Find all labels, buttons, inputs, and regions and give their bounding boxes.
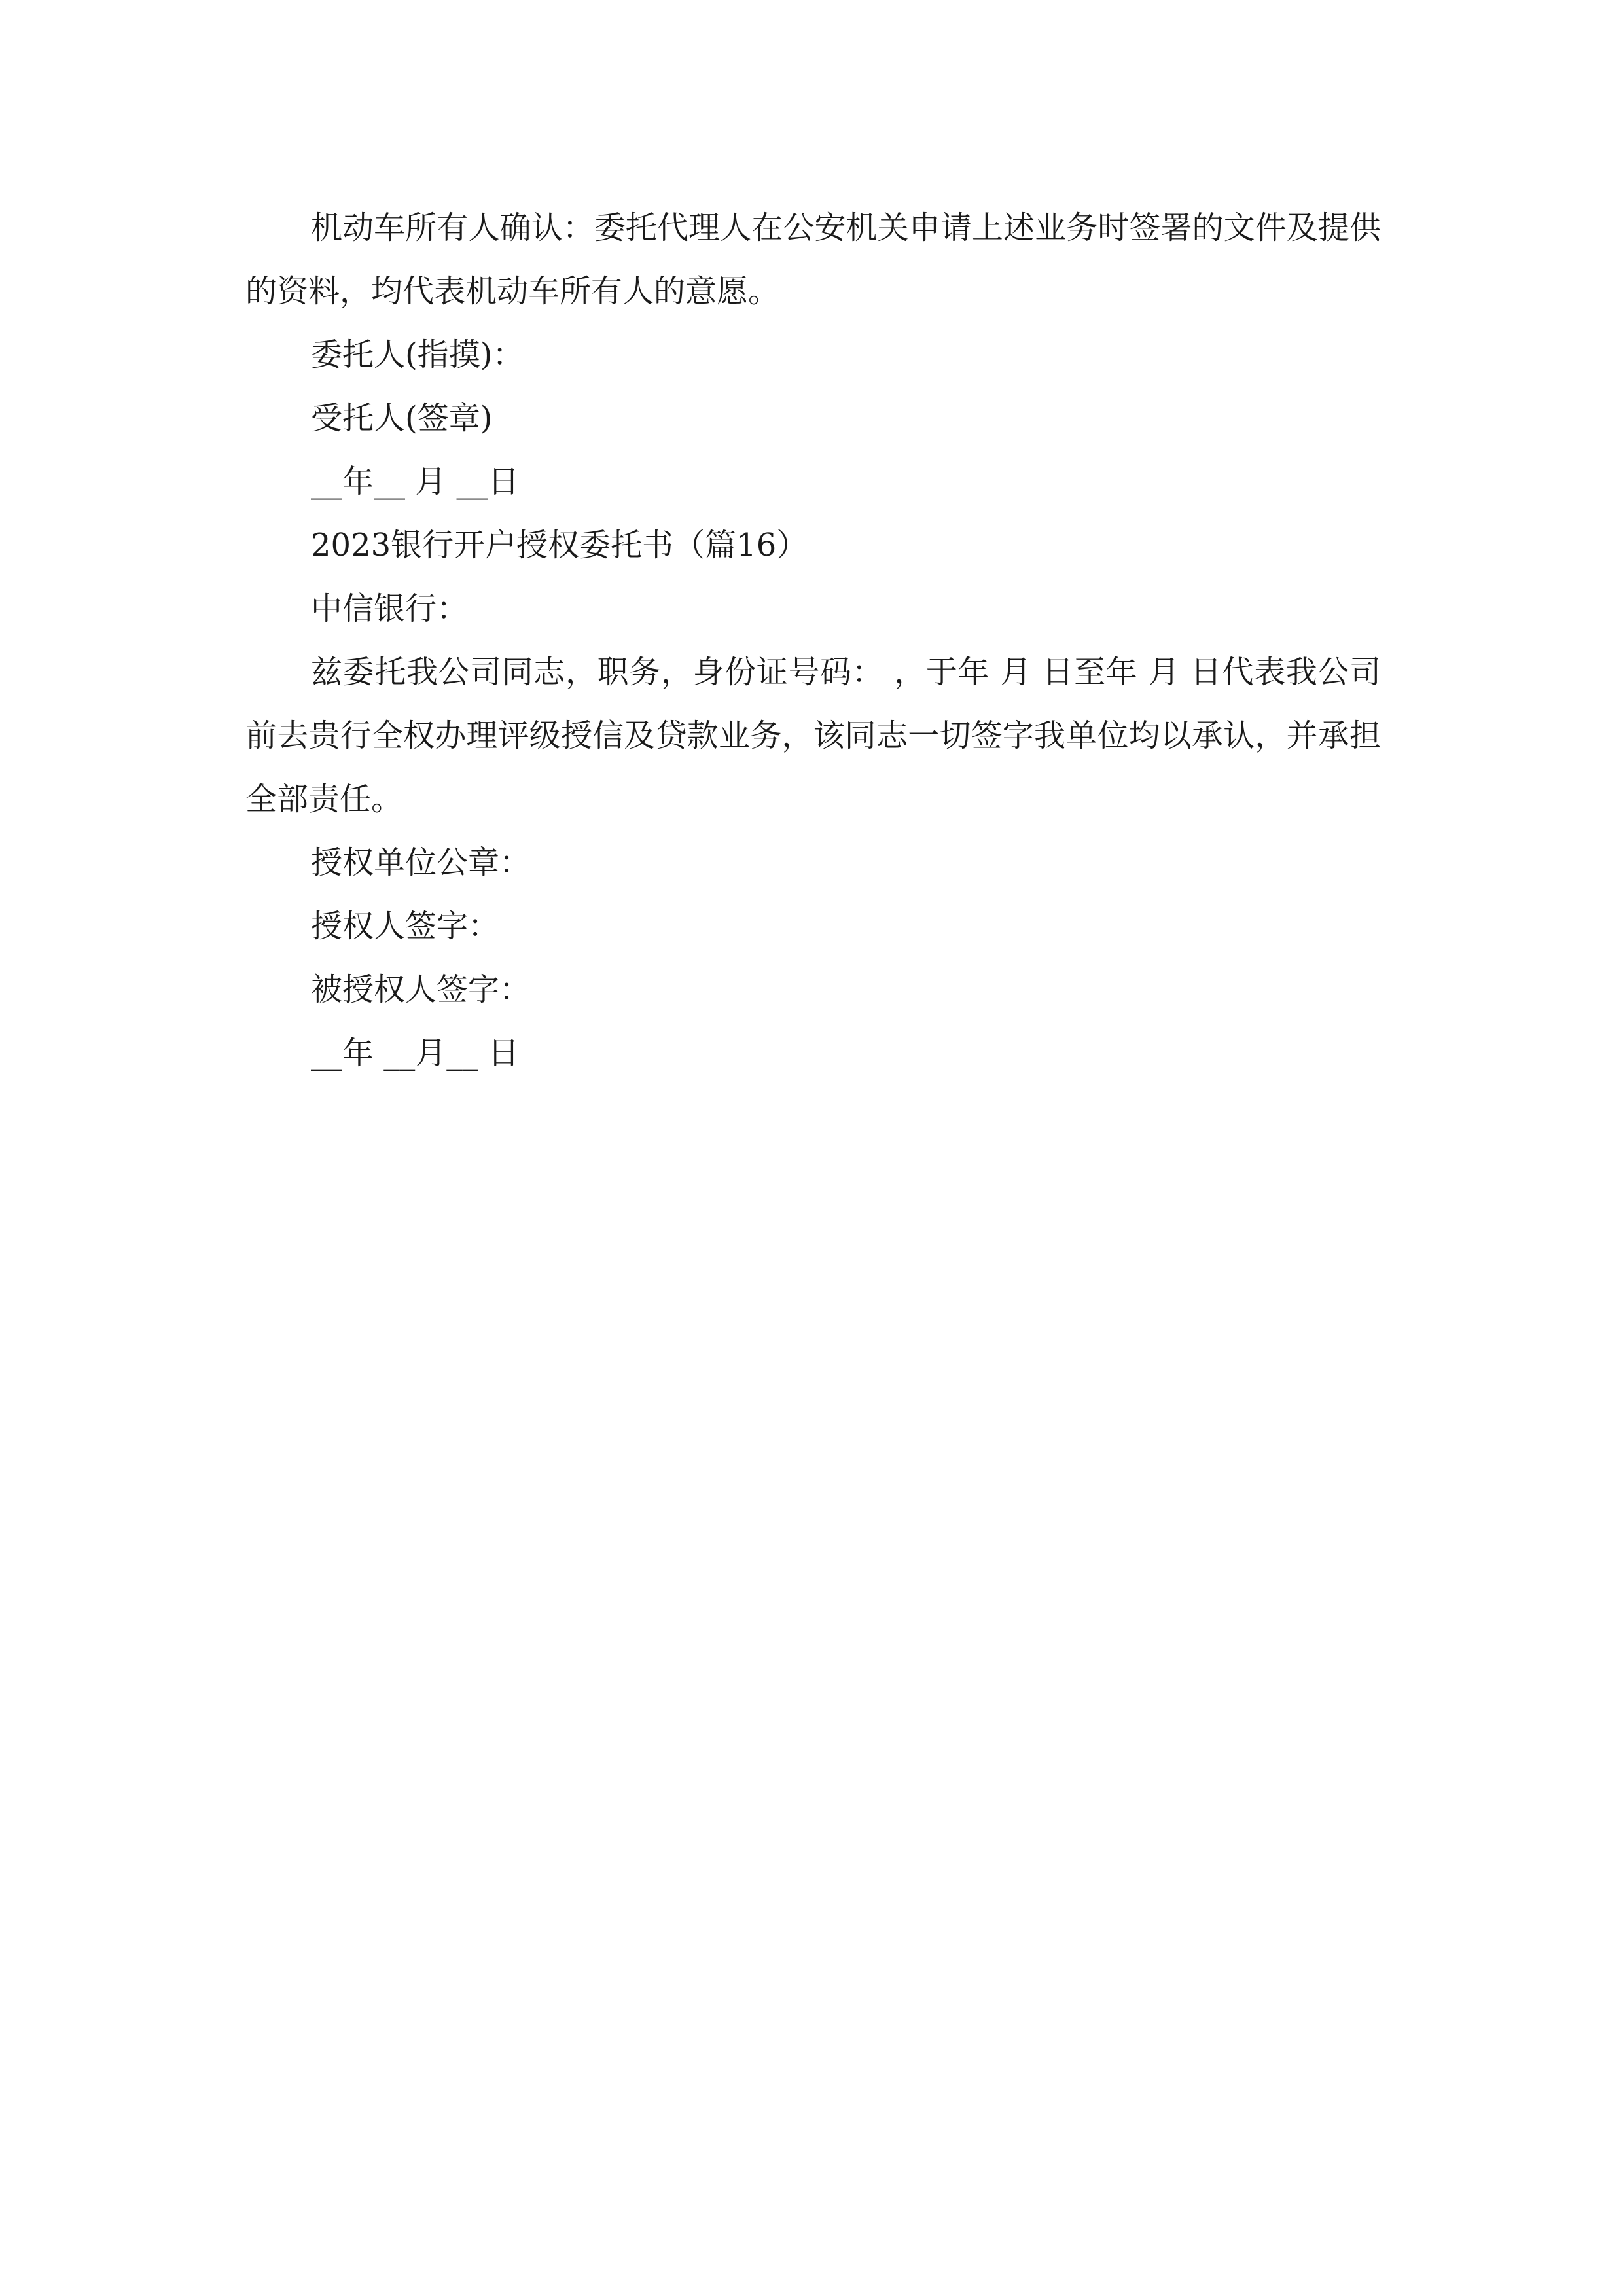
addressee-line: 中信银行：	[311, 590, 469, 627]
date-line-2: __年 __月__ 日	[311, 1035, 520, 1071]
company-seal-line: 授权单位公章：	[311, 844, 531, 881]
authorizer-signature-line: 授权人签字：	[311, 908, 500, 944]
date-line-1: __年__ 月 __日	[311, 463, 520, 500]
principal-fingerprint-line: 委托人(指摸)：	[311, 336, 524, 373]
agent-signature-line: 受托人(签章)	[311, 400, 493, 437]
authorization-paragraph: 兹委托我公司同志，职务，身份证号码： ，于年 月 日至年 月 日代表我公司前去贵行全权办理评级授信及贷款业务，该同志一切签字我单位均以承认，并承担全部责任。	[245, 654, 1381, 817]
document-body	[245, 196, 1381, 1085]
owner-confirmation-paragraph: 机动车所有人确认：委托代理人在公安机关申请上述业务时签署的文件及提供的资料，均代表机动车所有人的意愿。	[245, 209, 1381, 310]
section-title: 2023银行开户授权委托书（篇16）	[311, 527, 808, 564]
authorized-signature-line: 被授权人签字：	[311, 971, 531, 1008]
